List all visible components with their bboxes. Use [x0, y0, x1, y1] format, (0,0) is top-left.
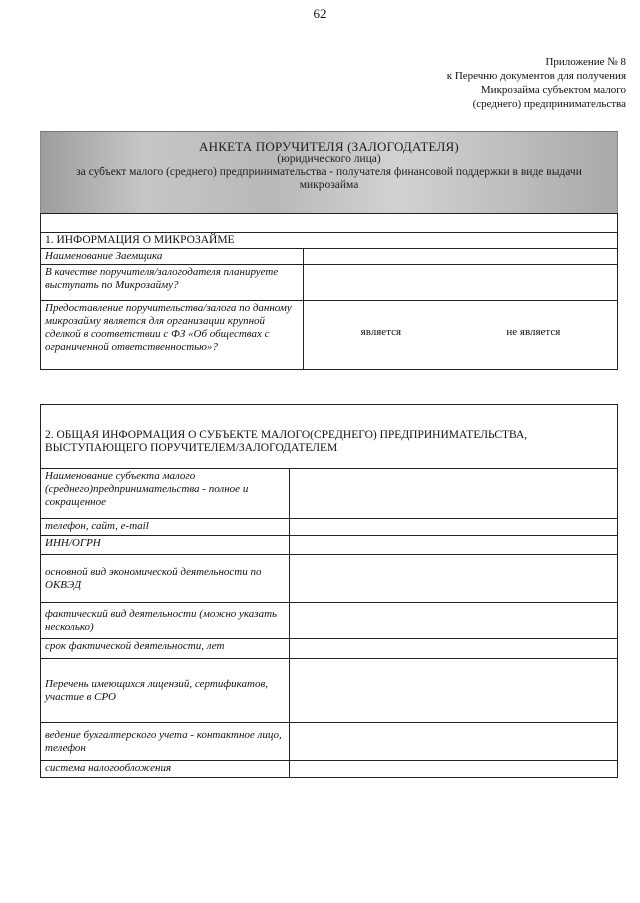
option-is-not[interactable]: не является [506, 326, 561, 338]
company-name-label: Наименование субъекта малого (среднего)предпринимательства - полное и сокращенное [41, 469, 290, 519]
appendix-line: Приложение № 8 [545, 56, 626, 68]
tax-system-field[interactable] [290, 761, 618, 778]
licenses-field[interactable] [290, 659, 618, 723]
appendix-line: к Перечню документов для получения [446, 70, 626, 82]
appendix-line: Микрозайма субъектом малого [480, 84, 626, 96]
company-info-table [40, 404, 618, 778]
okved-label: основной вид экономической деятельности по ОКВЭД [41, 555, 290, 603]
form-subtitle: (юридического лица) [277, 153, 381, 165]
section-1-title: 1. ИНФОРМАЦИЯ О МИКРОЗАЙМЕ [41, 233, 618, 249]
major-deal-label: Предоставление поручительства/залога по данному микрозайму является для организации крупной сделкой в соответствии с ФЗ «Об обществах с ограниченной ответственностью»? [41, 301, 304, 370]
page-number: 62 [313, 6, 327, 21]
form-header [40, 131, 618, 214]
borrower-name-label: Наименование Заемщика [41, 249, 304, 265]
form-description: за субъект малого (среднего) предпринимательства - получателя финансовой поддержки в виде выдачи [76, 166, 582, 178]
actual-activity-field[interactable] [290, 603, 618, 639]
licenses-label: Перечень имеющихся лицензий, сертификатов, участие в СРО [41, 659, 290, 723]
tax-system-label: система налогообложения [41, 761, 290, 778]
activity-term-field[interactable] [290, 639, 618, 659]
loan-info-table [40, 213, 618, 370]
form-title: АНКЕТА ПОРУЧИТЕЛЯ (ЗАЛОГОДАТЕЛЯ) [199, 139, 459, 154]
appendix-line: (среднего) предпринимательства [472, 98, 626, 110]
spacer-row [41, 214, 618, 233]
actual-activity-label: фактический вид деятельности (можно указать несколько) [41, 603, 290, 639]
okved-field[interactable] [290, 555, 618, 603]
borrower-name-field[interactable] [304, 249, 618, 265]
section-2-title: 2. ОБЩАЯ ИНФОРМАЦИЯ О СУБЪЕКТЕ МАЛОГО(СРЕДНЕГО) ПРЕДПРИНИМАТЕЛЬСТВА, ВЫСТУПАЮЩЕГО ПОРУЧИТЕЛЕМ/ЗАЛОГОДАТЕЛЕМ [41, 405, 618, 469]
contacts-field[interactable] [290, 519, 618, 536]
activity-term-label: срок фактической деятельности, лет [41, 639, 290, 659]
accounting-contact-label: ведение бухгалтерского учета - контактное лицо, телефон [41, 723, 290, 761]
option-is[interactable]: является [360, 326, 402, 338]
contacts-label: телефон, сайт, e-mail [41, 519, 290, 536]
guarantor-question-label: В качестве поручителя/залогодателя планируете выступать по Микрозайму? [41, 265, 304, 301]
accounting-contact-field[interactable] [290, 723, 618, 761]
appendix-note [386, 55, 626, 111]
major-deal-field[interactable] [304, 301, 618, 370]
inn-ogrn-label: ИНН/ОГРН [41, 536, 290, 555]
inn-ogrn-field[interactable] [290, 536, 618, 555]
company-name-field[interactable] [290, 469, 618, 519]
form-description-cont: микрозайма [299, 179, 359, 191]
guarantor-question-field[interactable] [304, 265, 618, 301]
